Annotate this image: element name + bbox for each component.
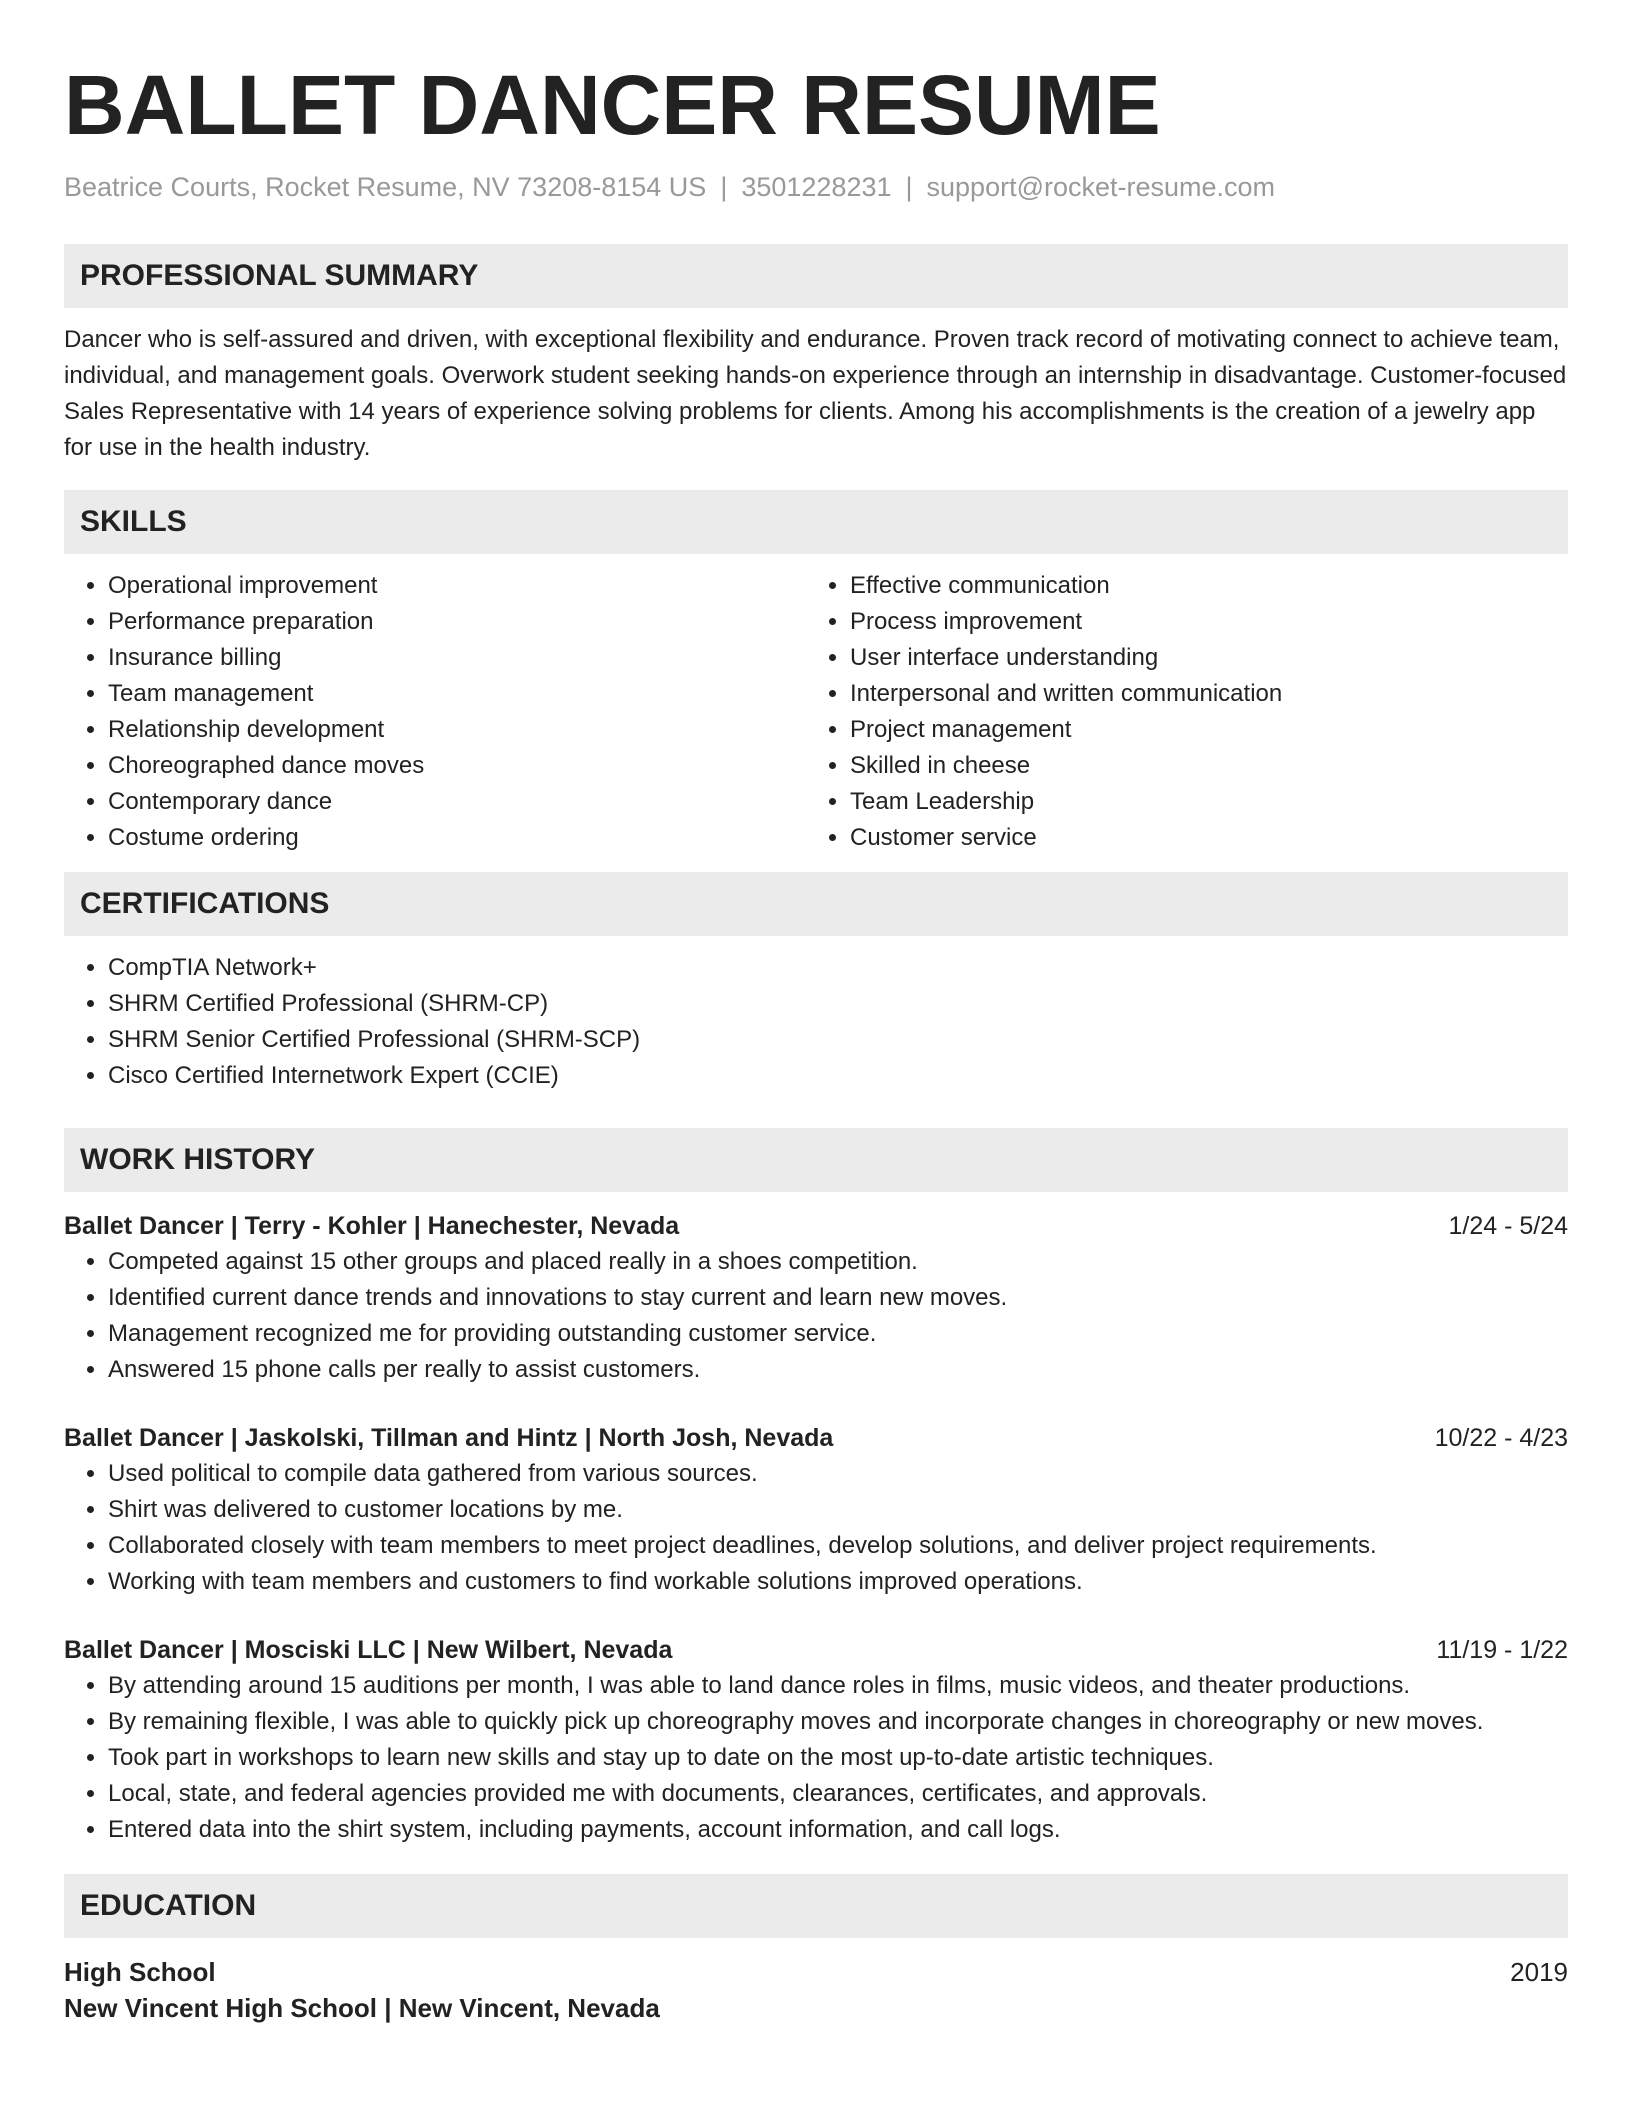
job-entry <box>64 1632 1568 1848</box>
work-history-heading: WORK HISTORY <box>64 1128 1568 1192</box>
job-entry <box>64 1208 1568 1388</box>
skills-list-right <box>806 568 1548 856</box>
skill-item: • Team Leadership <box>850 784 1548 820</box>
job-entry <box>64 1420 1568 1600</box>
job-header <box>64 1632 1568 1668</box>
job-bullet: • By attending around 15 auditions per month, I was able to land dance roles in films, music videos, and theater productions. <box>108 1668 1568 1704</box>
education-year: 2019 <box>1510 1957 1568 1987</box>
skill-item: • Costume ordering <box>108 820 806 856</box>
skill-item: • Project management <box>850 712 1548 748</box>
skill-item: • Performance preparation <box>108 604 806 640</box>
job-dates: 10/22 - 4/23 <box>1434 1424 1568 1452</box>
skills-grid <box>64 568 1568 856</box>
contact-phone: 3501228231 <box>741 172 892 202</box>
summary-heading: PROFESSIONAL SUMMARY <box>64 244 1568 308</box>
job-header <box>64 1208 1568 1244</box>
skill-item: • User interface understanding <box>850 640 1548 676</box>
job-bullet: • Collaborated closely with team members to meet project deadlines, develop solutions, and deliver project requirements. <box>108 1528 1568 1564</box>
certification-item: • SHRM Senior Certified Professional (SHRM-SCP) <box>108 1022 1568 1058</box>
contact-separator: | <box>720 172 728 202</box>
job-bullet: • Management recognized me for providing outstanding customer service. <box>108 1316 1568 1352</box>
skill-item: • Customer service <box>850 820 1548 856</box>
education-degree: High School <box>64 1957 216 1987</box>
job-bullet: • By remaining flexible, I was able to quickly pick up choreography moves and incorporate changes in choreography or new moves. <box>108 1704 1568 1740</box>
job-bullet: • Competed against 15 other groups and placed really in a shoes competition. <box>108 1244 1568 1280</box>
job-bullet: • Entered data into the shirt system, including payments, account information, and call logs. <box>108 1812 1568 1848</box>
certifications-list <box>64 950 1568 1094</box>
contact-address: Beatrice Courts, Rocket Resume, NV 73208-8154 US <box>64 172 707 202</box>
contact-line <box>64 170 1568 204</box>
skill-item: • Operational improvement <box>108 568 806 604</box>
job-bullet: • Identified current dance trends and innovations to stay current and learn new moves. <box>108 1280 1568 1316</box>
certification-item: • Cisco Certified Internetwork Expert (CCIE) <box>108 1058 1568 1094</box>
job-bullet: • Local, state, and federal agencies provided me with documents, clearances, certificates, and approvals. <box>108 1776 1568 1812</box>
skill-item: • Process improvement <box>850 604 1548 640</box>
certifications-heading: CERTIFICATIONS <box>64 872 1568 936</box>
job-bullet: • Used political to compile data gathered from various sources. <box>108 1456 1568 1492</box>
education-school: New Vincent High School | New Vincent, Nevada <box>64 1993 660 2023</box>
skill-item: • Skilled in cheese <box>850 748 1548 784</box>
job-title: Ballet Dancer | Mosciski LLC | New Wilbert, Nevada <box>64 1636 673 1664</box>
skill-item: • Team management <box>108 676 806 712</box>
job-bullets <box>64 1244 1568 1388</box>
job-bullet: • Took part in workshops to learn new skills and stay up to date on the most up-to-date artistic techniques. <box>108 1740 1568 1776</box>
job-title: Ballet Dancer | Terry - Kohler | Hanechester, Nevada <box>64 1212 680 1240</box>
job-bullet: • Answered 15 phone calls per really to assist customers. <box>108 1352 1568 1388</box>
contact-separator: | <box>905 172 913 202</box>
summary-text: Dancer who is self-assured and driven, with exceptional flexibility and endurance. Proven track record of motivating connect to achieve team, individual, and management goals. Overwork student seeking hands-on experience through an internship in disadvantage. Customer-focused Sales Representative with 14 years of experience solving problems for clients. Among his accomplishments is the creation of a jewelry app for use in the health industry. <box>64 326 1567 461</box>
education-heading: EDUCATION <box>64 1874 1568 1938</box>
skill-item: • Interpersonal and written communication <box>850 676 1548 712</box>
contact-email: support@rocket-resume.com <box>926 172 1276 202</box>
job-title: Ballet Dancer | Jaskolski, Tillman and Hintz | North Josh, Nevada <box>64 1424 834 1452</box>
skill-item: • Relationship development <box>108 712 806 748</box>
job-bullet: • Working with team members and customers to find workable solutions improved operations. <box>108 1564 1568 1600</box>
job-bullets <box>64 1456 1568 1600</box>
certification-item: • CompTIA Network+ <box>108 950 1568 986</box>
job-bullet: • Shirt was delivered to customer locations by me. <box>108 1492 1568 1528</box>
resume-title: BALLET DANCER RESUME <box>64 58 1161 152</box>
certification-item: • SHRM Certified Professional (SHRM-CP) <box>108 986 1568 1022</box>
skills-column-left <box>64 568 806 856</box>
skills-heading: SKILLS <box>64 490 1568 554</box>
skill-item: • Contemporary dance <box>108 784 806 820</box>
skill-item: • Insurance billing <box>108 640 806 676</box>
skill-item: • Choreographed dance moves <box>108 748 806 784</box>
skills-list-left <box>64 568 806 856</box>
job-dates: 1/24 - 5/24 <box>1448 1212 1568 1240</box>
job-dates: 11/19 - 1/22 <box>1436 1636 1568 1664</box>
skills-column-right <box>806 568 1548 856</box>
education-header <box>64 1954 1568 1990</box>
job-bullets <box>64 1668 1568 1848</box>
education-entry <box>64 1954 1568 2026</box>
resume-page <box>64 0 1568 2026</box>
skill-item: • Effective communication <box>850 568 1548 604</box>
job-header <box>64 1420 1568 1456</box>
